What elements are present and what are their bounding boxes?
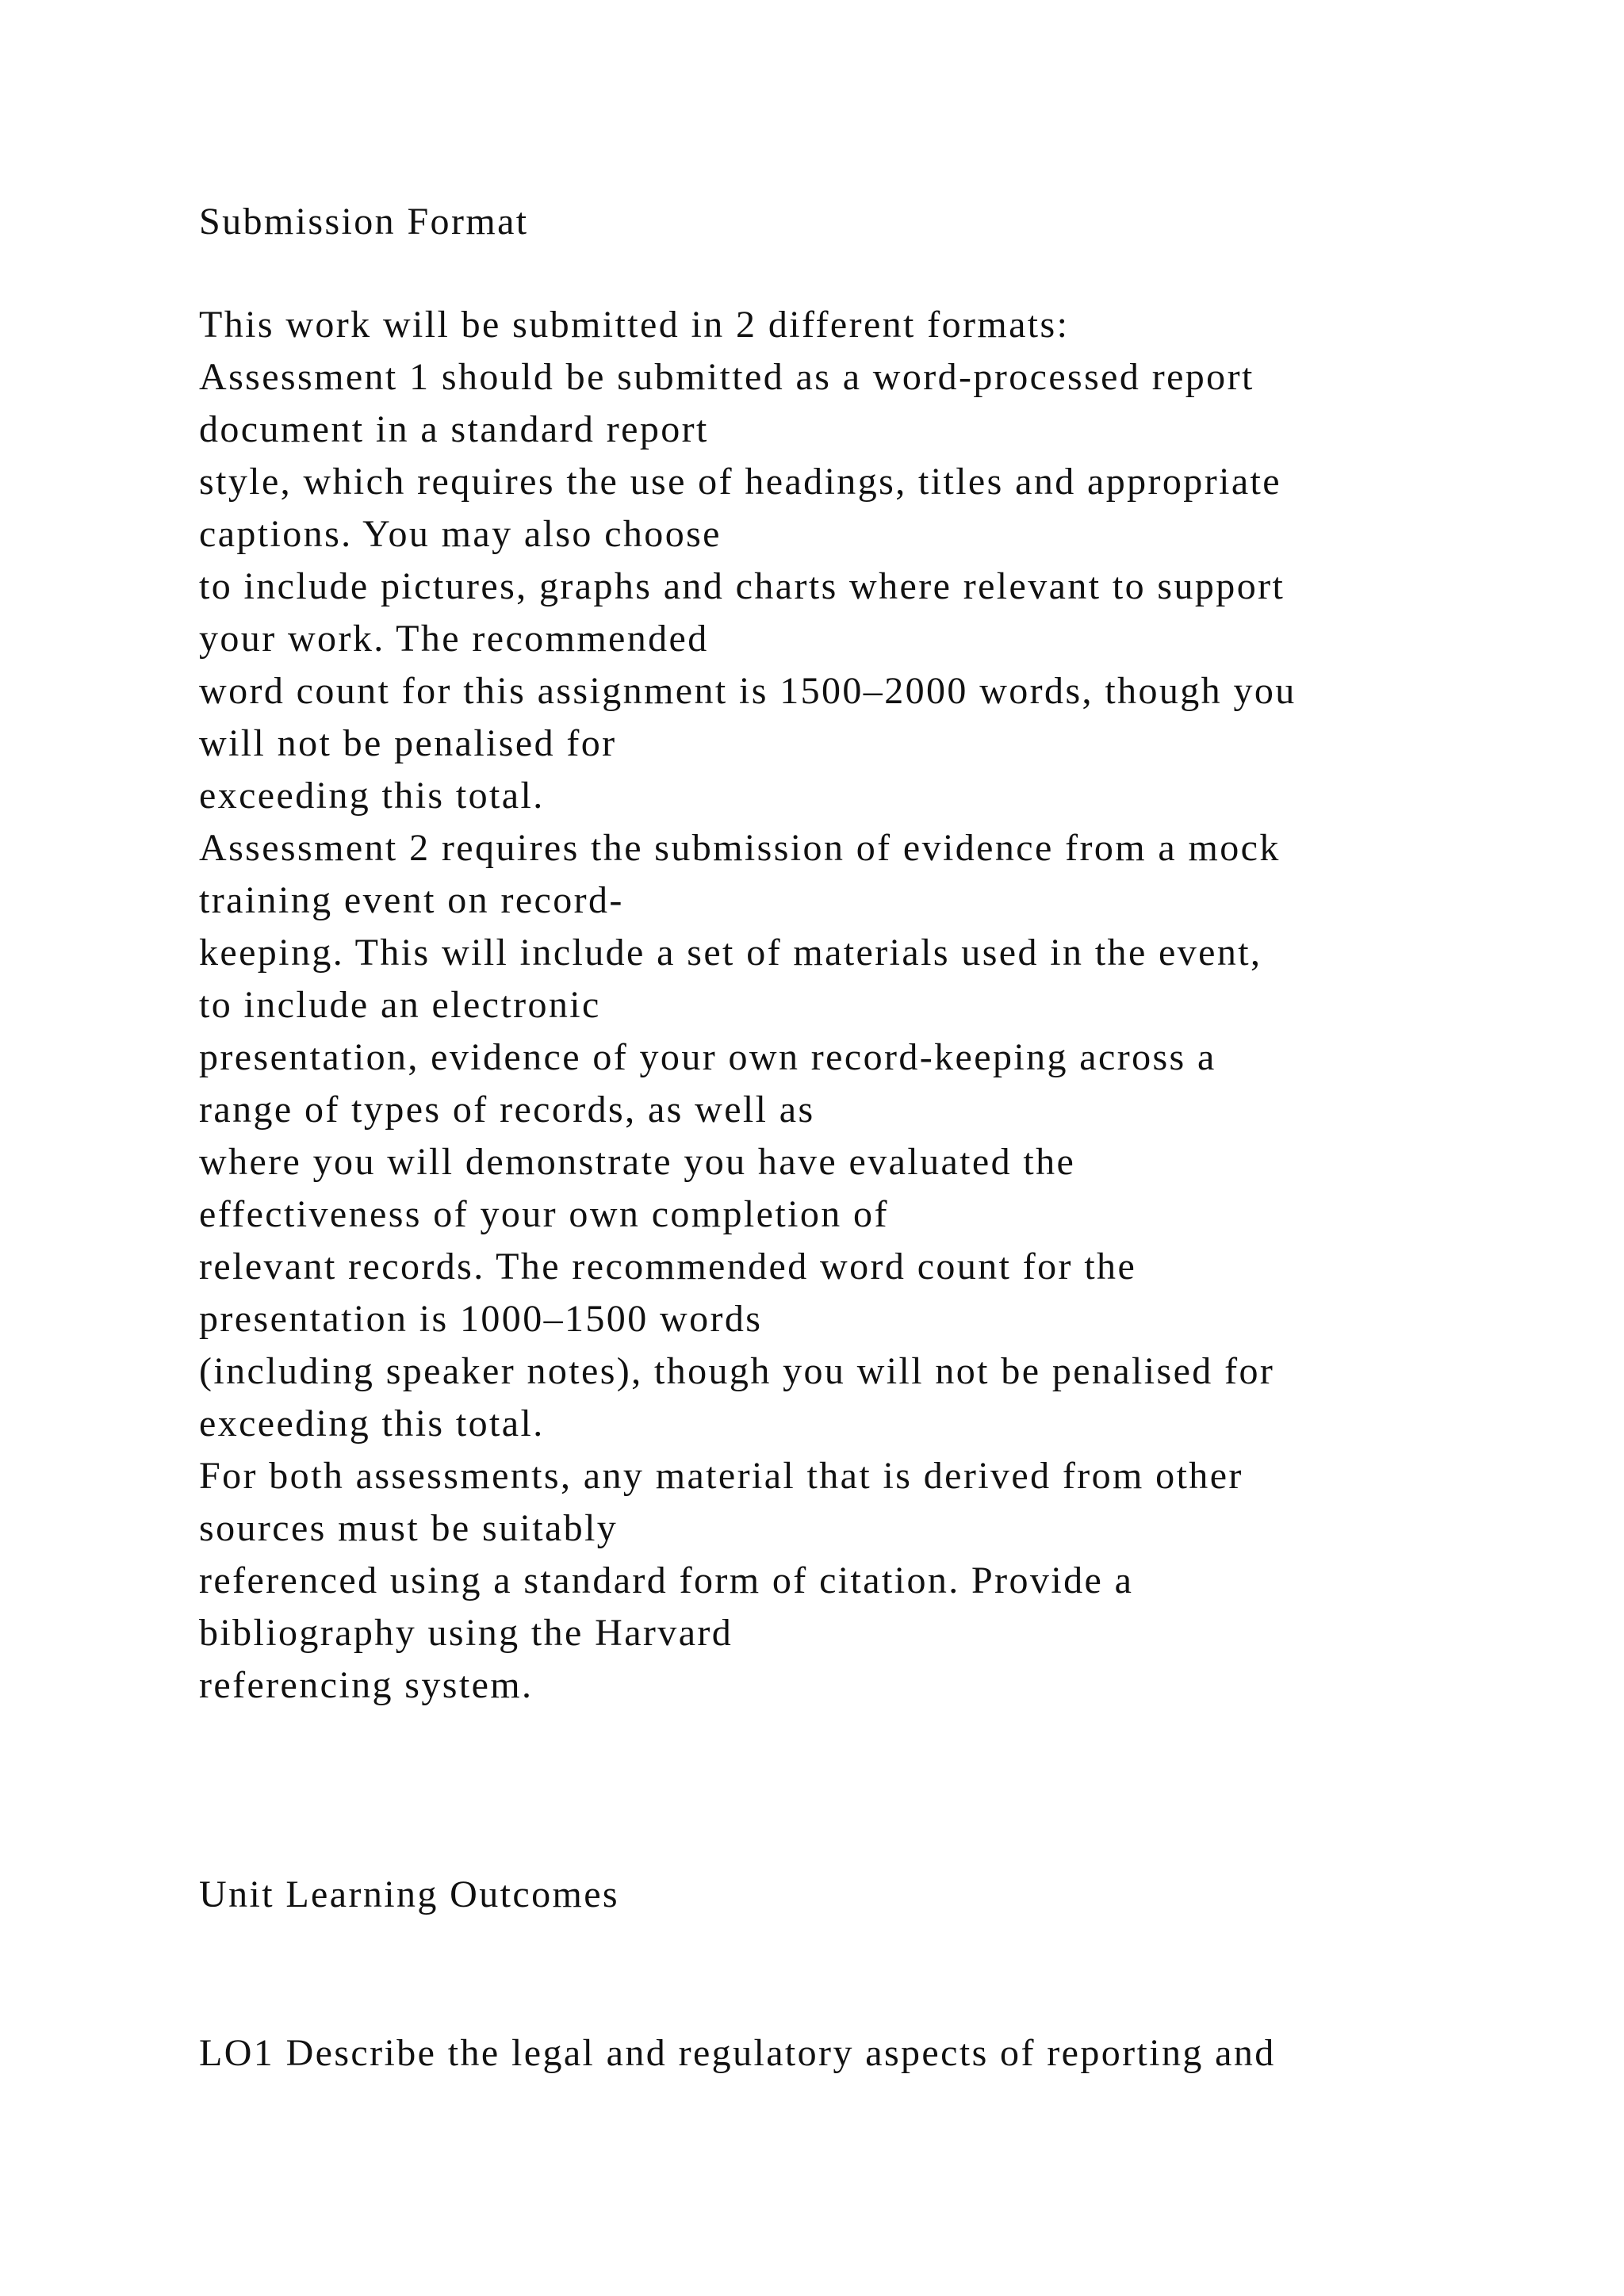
text-line: word count for this assignment is 1500–2000 words, though you <box>199 670 1297 712</box>
text-line: exceeding this total. <box>199 775 545 817</box>
text-line: range of types of records, as well as <box>199 1089 815 1131</box>
text-line: bibliography using the Harvard <box>199 1612 733 1654</box>
text-line: captions. You may also choose <box>199 513 722 555</box>
text-line: where you will demonstrate you have evaluated the <box>199 1141 1076 1183</box>
text-line: sources must be suitably <box>199 1507 619 1549</box>
text-line: (including speaker notes), though you will not be penalised for <box>199 1350 1275 1392</box>
text-line: to include pictures, graphs and charts where relevant to support <box>199 565 1285 607</box>
text-line: Assessment 2 requires the submission of evidence from a mock <box>199 827 1281 869</box>
text-line: referencing system. <box>199 1664 534 1706</box>
text-line: your work. The recommended <box>199 618 709 660</box>
text-line: relevant records. The recommended word count for the <box>199 1246 1137 1288</box>
section-heading-submission-format: Submission Format <box>199 201 529 243</box>
text-line: exceeding this total. <box>199 1402 545 1445</box>
text-line: effectiveness of your own completion of <box>199 1193 889 1235</box>
learning-outcome-lo1: LO1 Describe the legal and regulatory aspects of reporting and <box>199 2032 1276 2074</box>
text-line: For both assessments, any material that is derived from other <box>199 1455 1243 1497</box>
text-line: will not be penalised for <box>199 722 617 764</box>
text-line: keeping. This will include a set of materials used in the event, <box>199 932 1262 974</box>
text-line: document in a standard report <box>199 408 709 450</box>
section-heading-unit-learning-outcomes: Unit Learning Outcomes <box>199 1873 620 1915</box>
text-line: referenced using a standard form of citation. Provide a <box>199 1559 1134 1601</box>
text-line: presentation, evidence of your own record-keeping across a <box>199 1036 1216 1078</box>
text-line: This work will be submitted in 2 different formats: <box>199 304 1070 346</box>
text-line: to include an electronic <box>199 984 601 1026</box>
text-line: Assessment 1 should be submitted as a word-processed report <box>199 356 1254 398</box>
text-line: style, which requires the use of headings, titles and appropriate <box>199 461 1281 503</box>
text-line: presentation is 1000–1500 words <box>199 1298 763 1340</box>
text-line: training event on record- <box>199 879 624 921</box>
